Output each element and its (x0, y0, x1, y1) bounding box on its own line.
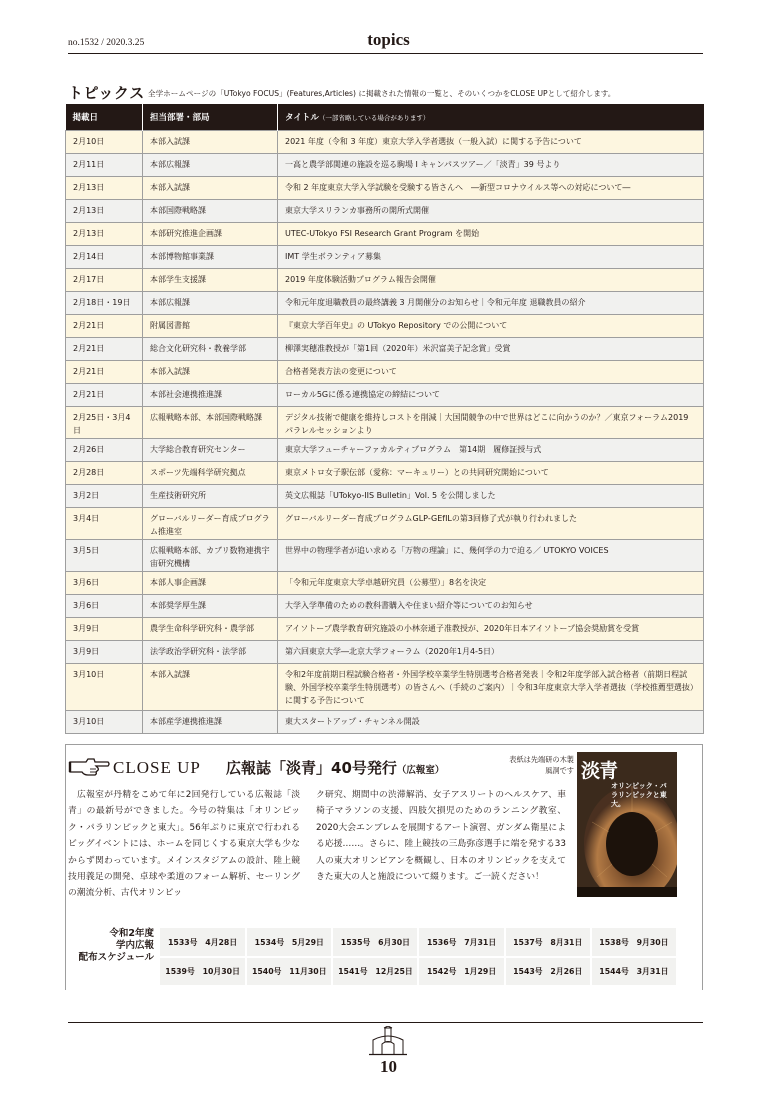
table-row (66, 337, 704, 360)
closeup-title (226, 757, 444, 778)
cell-date: 2月14日 (66, 245, 143, 268)
cell-date: 3月10日 (66, 710, 143, 733)
cell-title: 令和元年度退職教員の最終講義 3 月開催分のお知らせ｜令和元年度 退職教員の紹介 (278, 291, 704, 314)
table-row (66, 222, 704, 245)
table-row (66, 153, 704, 176)
table-row (66, 617, 704, 640)
schedule-table-body (160, 928, 677, 986)
cell-title: デジタル技術で健康を維持しコストを削減｜大国間競争の中で世界はどこに向かうのか？／東京フォーラム2019パラレルセッションより (278, 406, 704, 438)
table-row (66, 130, 704, 153)
cell-dept: 本部入試課 (143, 360, 278, 383)
cell-dept: 本部広報課 (143, 291, 278, 314)
cell-dept: 本部博物館事業課 (143, 245, 278, 268)
cell-date: 2月21日 (66, 337, 143, 360)
schedule-label (68, 928, 154, 964)
table-row (66, 640, 704, 663)
cell-date: 2月21日 (66, 360, 143, 383)
schedule-label-year: 令和2年度 (109, 928, 154, 939)
section-title: topics (367, 30, 410, 49)
cell-title: 東京大学スリランカ事務所の開所式開催 (278, 199, 704, 222)
table-row (66, 571, 704, 594)
table-row (66, 438, 704, 461)
cell-dept: グローバルリーダー育成プログラム推進室 (143, 507, 278, 539)
column-header-title (278, 104, 704, 130)
cell-title: 大学入学準備のための教科書購入や住まい紹介等についてのお知らせ (278, 594, 704, 617)
closeup-body-column-1: 広報室が丹精をこめて年に2回発行している広報誌「淡青」の最新号ができました。今号の特集は「オリンピック・パラリンピックと東大」。56年ぶりに東京で行われるビッグイベントには、ホームを同じくする東京大学も少なからず関わっています。メインスタジアムの設計、陸上競技用義足の開発、卓球や柔道のフォーム解析、セーリングの潮流分析、古代オリンピッ (68, 790, 300, 899)
table-header-row (66, 104, 704, 130)
cell-title: ローカル5Gに係る連携協定の締結について (278, 383, 704, 406)
topics-table (65, 104, 704, 734)
cell-date: 3月4日 (66, 507, 143, 539)
cell-dept: 法学政治学研究科・法学部 (143, 640, 278, 663)
table-row (66, 484, 704, 507)
cell-title: UTEC-UTokyo FSI Research Grant Program を開始 (278, 222, 704, 245)
cell-date: 2月21日 (66, 314, 143, 337)
cell-title: 一高と農学部関連の施設を巡る駒場 I キャンパスツアー／「淡青」39 号より (278, 153, 704, 176)
schedule-cell: 1541号 12月25日 (332, 957, 418, 986)
cover-logo: 淡青 (581, 760, 618, 782)
table-row (66, 539, 704, 571)
cell-dept: 広報戦略本部、カブリ数物連携宇宙研究機構 (143, 539, 278, 571)
header-divider (68, 53, 703, 54)
column-header-title-label: タイトル (285, 112, 319, 123)
cell-date: 3月5日 (66, 539, 143, 571)
cell-title: 2019 年度体験活動プログラム報告会開催 (278, 268, 704, 291)
cell-date: 3月9日 (66, 640, 143, 663)
schedule-row (160, 957, 677, 986)
yasuda-auditorium-icon (369, 1026, 407, 1056)
cell-date: 3月6日 (66, 594, 143, 617)
cover-caption: 表紙は先端研の木製風洞です (509, 755, 574, 775)
table-row (66, 383, 704, 406)
cell-date: 2月18日・19日 (66, 291, 143, 314)
cell-date: 2月17日 (66, 268, 143, 291)
schedule-cell: 1544号 3月31日 (591, 957, 677, 986)
cell-date: 3月2日 (66, 484, 143, 507)
cell-dept: 本部広報課 (143, 153, 278, 176)
schedule-cell: 1538号 9月30日 (591, 928, 677, 957)
cell-date: 2月21日 (66, 383, 143, 406)
table-row (66, 176, 704, 199)
cell-dept: 本部入試課 (143, 176, 278, 199)
cell-title: 『東京大学百年史』の UTokyo Repository での公開について (278, 314, 704, 337)
cell-dept: 本部人事企画課 (143, 571, 278, 594)
cell-title: アイソトープ農学教育研究施設の小林奈通子准教授が、2020年日本アイソトープ協会奨励賞を受賞 (278, 617, 704, 640)
table-row (66, 268, 704, 291)
cell-dept: 広報戦略本部、本部国際戦略課 (143, 406, 278, 438)
cell-title: 英文広報誌「UTokyo-IIS Bulletin」Vol. 5 を公開しました (278, 484, 704, 507)
schedule-cell: 1539号 10月30日 (160, 957, 246, 986)
schedule-cell: 1537号 8月31日 (505, 928, 591, 957)
closeup-title-dept: （広報室） (396, 765, 445, 776)
cell-dept: 附属図書館 (143, 314, 278, 337)
table-row (66, 594, 704, 617)
cell-date: 2月13日 (66, 176, 143, 199)
cell-dept: 本部産学連携推進課 (143, 710, 278, 733)
magazine-cover-image (577, 752, 677, 897)
schedule-label-name: 学内広報 (115, 940, 154, 951)
cell-dept: 本部国際戦略課 (143, 199, 278, 222)
schedule-cell: 1540号 11月30日 (246, 957, 332, 986)
cell-title: 柳澤実穂准教授が「第1回（2020年）米沢富美子記念賞」受賞 (278, 337, 704, 360)
schedule-cell: 1535号 6月30日 (332, 928, 418, 957)
cell-date: 2月25日・3月4日 (66, 406, 143, 438)
column-header-title-note: （一部省略している場合があります） (318, 113, 430, 122)
cell-date: 2月13日 (66, 199, 143, 222)
table-row (66, 461, 704, 484)
topics-table-body (66, 130, 704, 733)
cell-date: 3月10日 (66, 663, 143, 710)
cell-dept: 本部入試課 (143, 130, 278, 153)
table-row (66, 314, 704, 337)
cell-date: 2月28日 (66, 461, 143, 484)
cell-dept: 本部社会連携推進課 (143, 383, 278, 406)
cell-title: 東京大学フューチャーファカルティプログラム 第14期 履修証授与式 (278, 438, 704, 461)
table-row (66, 507, 704, 539)
table-row (66, 245, 704, 268)
column-header-date: 掲載日 (66, 104, 143, 130)
table-row (66, 406, 704, 438)
cell-title: 「令和元年度東京大学卓越研究員（公募型）」8名を決定 (278, 571, 704, 594)
table-row (66, 360, 704, 383)
schedule-cell: 1534号 5月29日 (246, 928, 332, 957)
schedule-row (160, 928, 677, 957)
cell-title: 合格者発表方法の変更について (278, 360, 704, 383)
closeup-title-text: 広報誌「淡青」40号発行 (226, 759, 397, 777)
schedule-cell: 1542号 1月29日 (418, 957, 504, 986)
table-row (66, 663, 704, 710)
footer-divider (68, 1022, 703, 1023)
cell-dept: 農学生命科学研究科・農学部 (143, 617, 278, 640)
cell-dept: スポーツ先端科学研究拠点 (143, 461, 278, 484)
cell-title: 令和 2 年度東京大学入学試験を受験する皆さんへ ―新型コロナウイルス等への対応について― (278, 176, 704, 199)
cell-title: グローバルリーダー育成プログラムGLP-GEfILの第3回修了式が執り行われました (278, 507, 704, 539)
cell-dept: 総合文化研究科・教養学部 (143, 337, 278, 360)
cell-dept: 本部学生支援課 (143, 268, 278, 291)
page-number: 10 (380, 1057, 397, 1076)
cell-dept: 本部奨学厚生課 (143, 594, 278, 617)
cell-date: 2月10日 (66, 130, 143, 153)
table-row (66, 291, 704, 314)
schedule-cell: 1543号 2月26日 (505, 957, 591, 986)
cell-dept: 本部研究推進企画課 (143, 222, 278, 245)
schedule-cell: 1533号 4月28日 (160, 928, 246, 957)
cell-date: 2月11日 (66, 153, 143, 176)
cell-title: IMT 学生ボランティア募集 (278, 245, 704, 268)
cover-text: オリンピック・パラリンピックと東大。 (611, 782, 667, 808)
cell-title: 世界中の物理学者が追い求める「万物の理論」に、幾何学の力で迫る／ UTOKYO VOICES (278, 539, 704, 571)
column-header-dept: 担当部署・部局 (143, 104, 278, 130)
table-row (66, 199, 704, 222)
pointing-hand-icon (68, 756, 110, 778)
cell-title: 令和2年度前期日程試験合格者・外国学校卒業学生特別選考合格者発表｜令和2年度学部入試合格者（前期日程試験、外国学校卒業学生特別選考）の皆さんへ（手続のご案内）｜令和3年度東京大学入学者選抜（学校推薦型選抜）に関する予告について (278, 663, 704, 710)
cell-title: 第六回東京大学―北京大学フォーラム（2020年1月4-5日） (278, 640, 704, 663)
cell-date: 2月13日 (66, 222, 143, 245)
cell-title: 2021 年度（令和 3 年度）東京大学入学者選抜（一般入試）に関する予告について (278, 130, 704, 153)
cell-dept: 生産技術研究所 (143, 484, 278, 507)
cell-dept: 本部入試課 (143, 663, 278, 710)
closeup-body-column-2: ク研究、期間中の渋滞解消、女子アスリートのヘルスケア、車椅子マラソンの支援、四肢欠損児のためのランニング教室、2020大会エンブレムを展開するアート演習、ガンダム衛星による応援……。さらに、陸上競技の三島弥彦選手に端を発する33人の東大オリンピアンを概観し、日本のオリンピックを支えてきた東大の人と施設について綴ります。ご一読ください！ (316, 790, 566, 883)
schedule-cell: 1536号 7月31日 (418, 928, 504, 957)
cell-dept: 大学総合教育研究センター (143, 438, 278, 461)
issue-number: no.1532 / 2020.3.25 (68, 38, 145, 48)
cell-date: 2月26日 (66, 438, 143, 461)
table-row (66, 710, 704, 733)
topics-intro: 全学ホームページの「UTokyo FOCUS」(Features,Articles) に掲載された情報の一覧と、そのいくつかをCLOSE UPとして紹介します。 (148, 89, 616, 98)
cell-date: 3月6日 (66, 571, 143, 594)
topics-heading: トピックス (68, 84, 145, 102)
cell-title: 東大スタートアップ・チャンネル開設 (278, 710, 704, 733)
closeup-label: CLOSE UP (113, 758, 201, 777)
cell-title: 東京メトロ女子駅伝部（愛称：マーキュリー）との共同研究開始について (278, 461, 704, 484)
schedule-label-caption: 配布スケジュール (78, 952, 154, 963)
cell-date: 3月9日 (66, 617, 143, 640)
distribution-schedule-table (160, 928, 678, 987)
